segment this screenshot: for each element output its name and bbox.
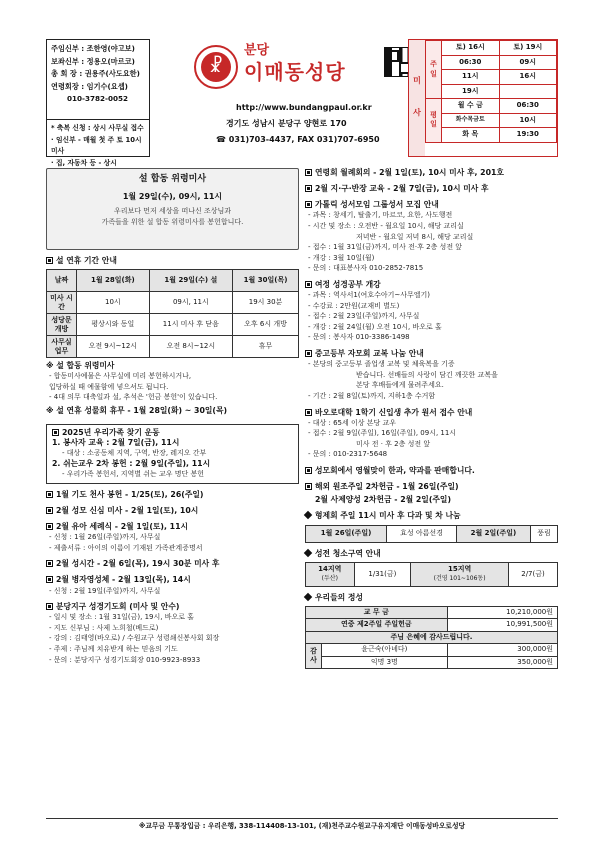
parish-region: 분당 (244, 43, 270, 58)
cleaning-table: 14지역 (두산) 1/31(금) 15지역 (건영 101~106동) 2/7(금) (305, 562, 558, 587)
bank-footer: ※교무금 무통장입금 : 우리은행, 338-114408-13-101, (재)천주교수원교구유지재단 이매동성바오로성당 (46, 818, 558, 831)
staff-line: 총 회 장 : 권용주(사도요한) (51, 69, 140, 78)
announcement-title: 여정 성경공부 개강 (305, 280, 558, 290)
parish-logo-icon (194, 45, 238, 89)
announcement-line: - 과목 : 창세기, 탈출기, 마르코, 요한, 사도행전 (308, 211, 453, 220)
checkbox-icon (305, 201, 312, 208)
campaign-title: 2025년 우리가족 찾기 운동 (52, 428, 293, 438)
announcement-line: - 기간 : 2월 8일(토)까지, 지하1층 수거함 (308, 391, 436, 400)
announcement-line: - 문의 : 봉사자 010-3386-1498 (308, 333, 410, 342)
shop-closed-note: ※ 설 연휴 성물회 휴무 - 1월 28일(화) ~ 30일(목) (46, 406, 228, 416)
campaign-item: 2. 쉬는교우 2차 봉헌 : 2월 9일(주일), 11시 (52, 459, 211, 468)
staff-line: 연령회장 : 임기수(요셉) (51, 81, 128, 91)
notice-line: 우리보다 먼저 세상을 떠나신 조상님과 (113, 207, 232, 216)
announcement-title: 2월 지·구·반장 교육 - 2월 7일(금), 10시 미사 후 (305, 184, 558, 194)
announcement-title: 바오로대학 1학기 신입생 추가 원서 접수 안내 (305, 408, 558, 418)
campaign-item: 1. 봉사자 교육 : 2월 7일(금), 11시 (52, 438, 180, 448)
finance-table: 교 무 금 10,210,000원 연중 제2주일 주일헌금 10,991,500원 주님 은혜에 감사드립니다. 감 사 윤근숙(아녜다) 300,000원 익명 3명 350,000원 (305, 606, 558, 670)
checkbox-icon (305, 169, 312, 176)
diamond-icon (304, 511, 312, 519)
campaign-sub: - 대상 : 소공동체 지역, 구역, 반장, 레지오 간부 (62, 449, 207, 458)
announcement-line: 본당 후배들에게 물려주세요. (356, 381, 444, 390)
announcement-line: - 지도 신부님 : 사제 노희철(베드로) (49, 623, 159, 632)
mass-schedule (408, 39, 558, 157)
announcement-line: - 시간 및 장소 : 오전반 - 월요일 10시, 해당 교리실 (308, 221, 464, 230)
checkbox-icon (52, 429, 59, 436)
checkbox-icon (46, 560, 53, 567)
brotherhood-title: 형제회 주일 11시 미사 후 다과 및 차 나눔 (305, 511, 558, 521)
checkbox-icon (46, 491, 53, 498)
left-column (46, 168, 299, 665)
announcement-title: 중고등부 자모회 교복 나눔 안내 (305, 349, 558, 359)
notice-title: 설 합동 위령미사 (138, 174, 207, 184)
announcement-line: - 개강 : 3월 10일(월) (308, 253, 375, 262)
staff-line: 보좌신부 : 정용오(마르코) (51, 56, 135, 66)
announcement-title: 2월 성시간 - 2월 6일(목), 19시 30분 미사 후 (46, 559, 299, 569)
announcement-line: - 접수 : 1월 31일(금)까지, 미사 전·후 2층 성전 앞 (308, 243, 463, 252)
memorial-note-line: - 4대 의무 대축일과 설, 추석은 '헌금 봉헌'이 있습니다. (49, 393, 218, 402)
checkbox-icon (305, 467, 312, 474)
mass-label: 미 사 (409, 40, 425, 156)
announcement-line: - 과목 : 역사서1(여호수아기~사무엘기) (308, 291, 431, 300)
announcement-line: - 문의 : 분당지구 성경기도회장 010-9923-8933 (49, 655, 201, 664)
announcement-title: 연령회 월례회의 - 2월 1일(토), 10시 미사 후, 201호 (305, 168, 558, 178)
finance-title: 우리들의 정성 (305, 593, 558, 603)
memorial-note-title: ※ 설 합동 위령미사 (46, 361, 115, 371)
staff-box (46, 39, 150, 167)
announcement-title: 분당지구 성경기도회 (미사 및 안수) (46, 602, 299, 612)
parish-address: 경기도 성남시 분당구 양현로 170 (226, 119, 347, 128)
parish-phone: ☎ 031)703-4437, FAX 031)707-6950 (216, 135, 380, 144)
announcement-line: - 주제 : 주님께 치유받게 하는 믿음의 기도 (49, 645, 178, 654)
announcement-line: - 제출서류 : 아이의 이름이 기재된 가족관계증명서 (49, 543, 203, 552)
parish-url[interactable]: http://www.bundangpaul.or.kr (236, 103, 372, 112)
announcement-line: - 접수 : 2월 23일(주일)까지, 사무실 (308, 312, 420, 321)
blessing-line: · 집, 자동차 등 - 상시 (51, 158, 117, 167)
memorial-note-line: - 합동미사예물은 사무실에 미리 봉헌하시거나, (49, 372, 192, 381)
checkbox-icon (305, 185, 312, 192)
family-campaign-box (46, 424, 299, 484)
announcement-title: 2월 병자영성체 - 2월 13일(목), 14시 (46, 575, 299, 585)
parish-brand (156, 39, 416, 157)
announcement-line: - 대상 : 65세 이상 본당 교우 (308, 418, 396, 427)
announcement-line: - 강의 : 김태영(바오로) / 수원교구 성령쇄신봉사회 회장 (49, 634, 220, 643)
weekday-label: 평 일 (426, 99, 442, 143)
announcement-line: - 접수 : 2월 9일(주일), 16일(주일), 09시, 11시 (308, 429, 457, 438)
chi-rho-icon: ☧ (201, 52, 231, 82)
brotherhood-table: 1월 26일(주일) 효성 아름선경 2월 2일(주일) 풍림 (305, 525, 558, 543)
cleaning-title: 성전 청소구역 안내 (305, 549, 558, 559)
announcement-title: 2월 성모 신심 미사 - 2월 1일(토), 10시 (46, 506, 299, 516)
announcement-line: 저녁반 - 월요일 저녁 8시, 해당 교리실 (356, 232, 474, 241)
memorial-note-line: 입당하실 때 예물함에 넣으셔도 됩니다. (49, 382, 169, 391)
announcement-line: 받습니다. 선배들의 사랑이 담긴 깨끗한 교복을 (356, 370, 498, 379)
announcement-line: - 수강료 : 2만원(교재비 별도) (308, 301, 400, 310)
announcement-title: 2월 유아 세례식 - 2월 1일(토), 11시 (46, 522, 299, 532)
checkbox-icon (46, 603, 53, 610)
right-column (305, 162, 558, 669)
mass-schedule-table: 주 일 토) 16시 토) 19시 06:30 09시 11시 16시 19시 평 일 월 수 금 06:30 화수목금토 10시 화 목 19:30 (425, 40, 557, 143)
announcement-line: - 신청 : 2월 19일(주일)까지, 사무실 (49, 586, 161, 595)
second-collection: 2월 사제양성 2차헌금 - 2월 2일(주일) (315, 495, 452, 505)
right-announcements (305, 168, 558, 492)
notice-line: 가족들을 위한 설 합동 위령미사를 봉헌합니다. (101, 218, 244, 227)
sunday-label: 주 일 (426, 41, 442, 99)
parish-name: 이매동성당 (244, 60, 346, 84)
bulletin-header (46, 39, 558, 167)
checkbox-icon (305, 483, 312, 490)
blessing-line: · 임신부 - 매월 첫 주 토 10시미사 (51, 135, 142, 155)
holiday-table: 날짜 1월 28일(화) 1월 29일(수) 설 1월 30일(목) 미사 시간 10시 09시, 11시 19시 30분 성당문 개방 평상시와 동일 11시 미사 후 닫음 오후 6시 개방 사무실 업무 오전 9시~12시 오전 8시~12시 휴무 (46, 269, 299, 358)
announcement-title: 가톨릭 성서모임 그룹성서 모집 안내 (305, 200, 558, 210)
staff-list (47, 40, 149, 120)
announcement-title: 성모회에서 영월맞이 한과, 약과를 판매합니다. (305, 466, 558, 476)
memorial-mass-notice (46, 168, 299, 250)
left-announcements (46, 490, 299, 666)
announcement-title: 1월 기도 천사 봉헌 - 1/25(토), 26(주일) (46, 490, 299, 500)
announcement-line: - 본당의 중고등부 졸업생 교복 및 체육복을 기증 (308, 360, 455, 369)
notice-date: 1월 29일(수), 09시, 11시 (122, 191, 223, 201)
checkbox-icon (305, 350, 312, 357)
blessing-notice (47, 120, 149, 172)
checkbox-icon (46, 576, 53, 583)
campaign-sub: - 우리가족 봉헌서, 지역별 쉬는 교우 명단 봉헌 (62, 470, 205, 479)
diamond-icon (304, 548, 312, 556)
blessing-line: * 축복 신청 : 상시 사무실 접수 (51, 124, 144, 132)
staff-line: 주임신부 : 조한영(야고보) (51, 44, 135, 53)
checkbox-icon (46, 257, 53, 264)
announcement-line: - 일시 및 장소 : 1월 31일(금), 19시, 바오로 홀 (49, 613, 194, 622)
announcement-line: - 문의 : 010-2317-5648 (308, 450, 388, 459)
staff-phone: 010-3782-0052 (67, 94, 128, 103)
announcement-line: - 문의 : 대표봉사자 010-2852-7815 (308, 264, 424, 273)
announcement-title: 해외 원조주일 2차헌금 - 1월 26일(주일) (305, 482, 558, 492)
checkbox-icon (46, 507, 53, 514)
announcement-line: - 개강 : 2월 24일(월) 오전 10시, 바오로 홀 (308, 322, 442, 331)
announcement-line: 미사 전 · 후 2층 성전 앞 (356, 439, 431, 448)
checkbox-icon (305, 409, 312, 416)
announcement-line: - 신청 : 1월 26일(주일)까지, 사무실 (49, 533, 161, 542)
checkbox-icon (305, 281, 312, 288)
checkbox-icon (46, 523, 53, 530)
diamond-icon (304, 592, 312, 600)
holiday-title: 설 연휴 기간 안내 (46, 256, 299, 266)
